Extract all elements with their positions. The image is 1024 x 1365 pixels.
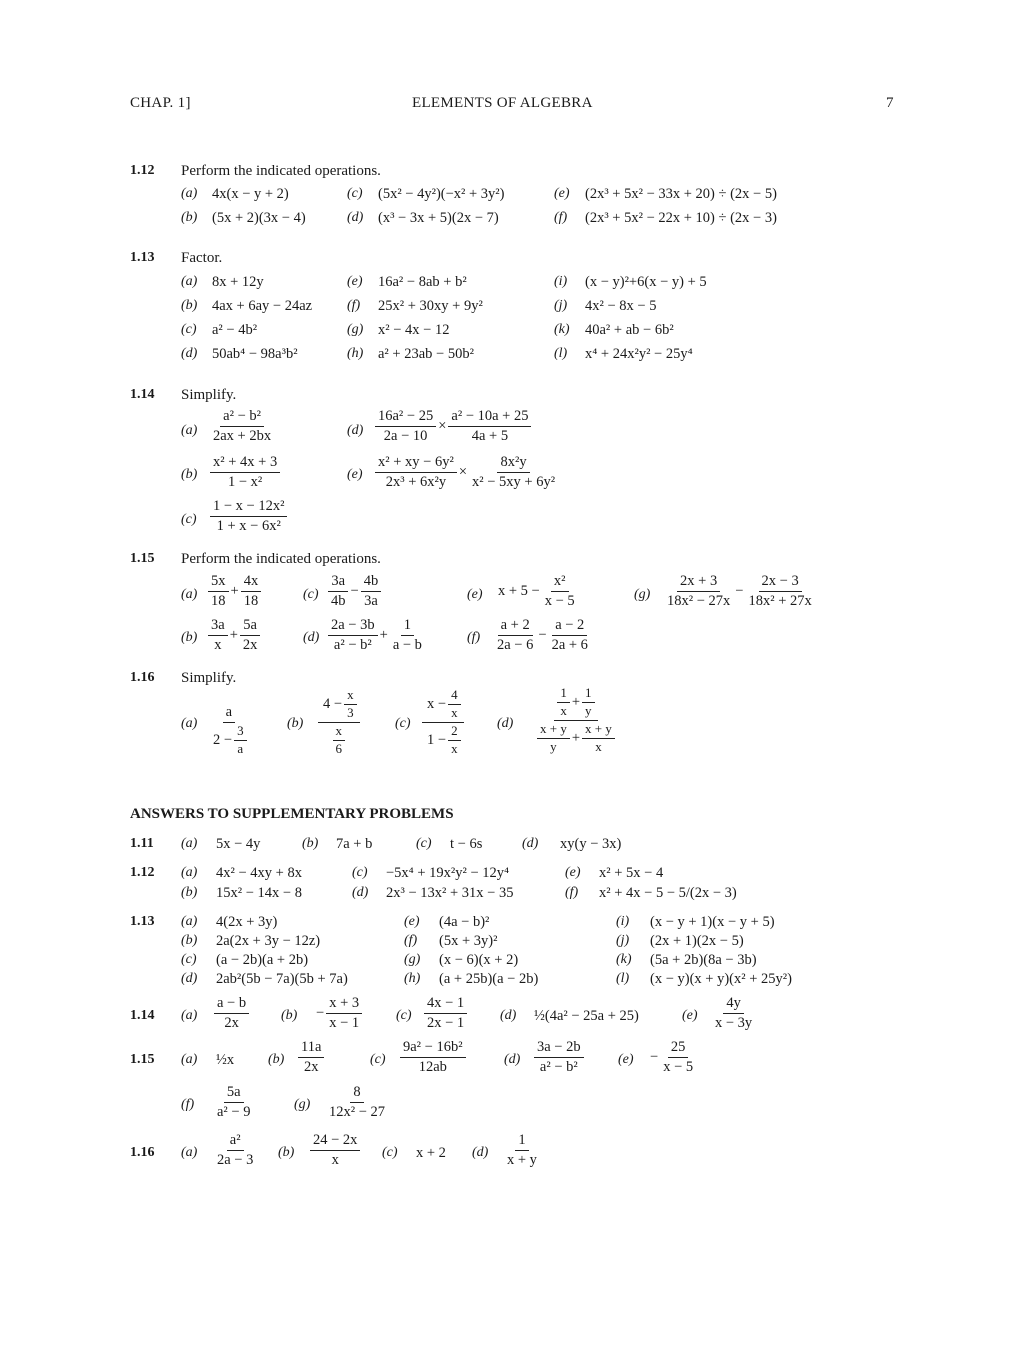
answer-fraction xyxy=(310,1132,360,1168)
answer-fraction xyxy=(400,1039,466,1075)
part-label: (b) xyxy=(181,298,198,313)
numerator xyxy=(422,688,464,723)
denominator: 18 xyxy=(211,592,226,609)
part-label: (c) xyxy=(303,587,319,602)
part-label: (f) xyxy=(404,933,418,948)
chapter-label: CHAP. 1] xyxy=(130,95,191,111)
part-label: (b) xyxy=(181,630,198,645)
part-label: (b) xyxy=(181,933,198,948)
numerator: 1 xyxy=(557,686,570,703)
answer-expression: ½x xyxy=(216,1052,235,1068)
numerator: 2x + 3 xyxy=(677,573,720,592)
denominator: x − 5 xyxy=(544,592,575,609)
denominator: 6 xyxy=(335,740,343,756)
answer-number: 1.16 xyxy=(130,1145,155,1160)
numerator xyxy=(318,688,360,723)
expression: (2x³ + 5x² − 33x + 20) ÷ (2x − 5) xyxy=(585,186,777,202)
answer-expression: 4x² − 4xy + 8x xyxy=(216,865,302,881)
denominator: a xyxy=(237,740,244,756)
part-label: (l) xyxy=(616,971,630,986)
part-label: (c) xyxy=(347,186,363,201)
numerator: 1 xyxy=(401,617,414,636)
answer-fraction xyxy=(214,1132,256,1168)
part-label: (a) xyxy=(181,186,198,201)
problem-number: 1.16 xyxy=(130,670,155,685)
fraction-expression xyxy=(328,617,425,653)
fraction-expression xyxy=(664,573,815,609)
expression: 4ax + 6ay − 24az xyxy=(212,298,313,314)
part-label: (c) xyxy=(352,865,368,880)
numerator: 4b xyxy=(361,573,382,592)
numerator: x xyxy=(344,688,357,705)
part-label: (e) xyxy=(347,274,363,289)
part-label: (g) xyxy=(347,322,364,337)
expression: 8x + 12y xyxy=(212,274,264,290)
expression: (5x + 2)(3x − 4) xyxy=(212,210,306,226)
answer-fraction xyxy=(214,1084,253,1120)
part-label: (e) xyxy=(682,1008,698,1023)
part-label: (d) xyxy=(181,971,198,986)
answer-expression: (2x + 1)(2x − 5) xyxy=(650,933,744,949)
prefix-term: x − xyxy=(427,696,447,713)
answer-fraction xyxy=(298,1039,324,1075)
part-label: (a) xyxy=(181,914,198,929)
answer-expression: −5x⁴ + 19x²y² − 12y⁴ xyxy=(386,865,510,881)
denominator: x xyxy=(451,704,458,720)
part-label: (b) xyxy=(287,716,304,731)
problem-instruction: Perform the indicated operations. xyxy=(181,551,381,567)
answer-number: 1.13 xyxy=(130,914,155,929)
part-label: (i) xyxy=(616,914,630,929)
denominator: x − 3y xyxy=(715,1014,753,1031)
part-label: (f) xyxy=(565,885,579,900)
operator: − xyxy=(538,626,547,643)
expression: 4x(x − y + 2) xyxy=(212,186,289,202)
complex-fraction xyxy=(422,688,464,757)
denominator: 2a − 3 xyxy=(217,1151,254,1168)
expression: x² − 4x − 12 xyxy=(378,322,450,338)
denominator: 2a − 6 xyxy=(497,636,534,653)
answer-expression: (5a + 2b)(8a − 3b) xyxy=(650,952,757,968)
answer-fraction xyxy=(214,995,249,1031)
part-label: (a) xyxy=(181,865,198,880)
denominator: 2x xyxy=(242,636,258,653)
denominator: x xyxy=(595,738,602,754)
expression: (2x³ + 5x² − 22x + 10) ÷ (2x − 3) xyxy=(585,210,777,226)
denominator: 3 xyxy=(347,704,354,720)
denominator: 2x xyxy=(303,1058,319,1075)
numerator: x xyxy=(333,724,346,741)
fraction-expression xyxy=(210,454,280,490)
part-label: (l) xyxy=(554,346,568,361)
problem-number: 1.13 xyxy=(130,250,155,265)
numerator xyxy=(554,686,597,721)
expression: 25x² + 30xy + 9y² xyxy=(378,298,483,314)
numerator: 25 xyxy=(668,1039,689,1058)
prefix-term: 4 − xyxy=(323,696,343,713)
part-label: (c) xyxy=(370,1052,386,1067)
answer-fraction xyxy=(712,995,755,1031)
complex-fraction xyxy=(534,686,618,755)
answer-number: 1.15 xyxy=(130,1052,155,1067)
numerator: 11a xyxy=(298,1039,324,1058)
answer-expression: x² + 5x − 4 xyxy=(599,865,664,881)
expression: 40a² + ab − 6b² xyxy=(585,322,674,338)
denominator xyxy=(422,723,464,757)
part-label: (e) xyxy=(404,914,420,929)
expression: (x³ − 3x + 5)(2x − 7) xyxy=(378,210,499,226)
expression: (x − y)²+6(x − y) + 5 xyxy=(585,274,707,290)
times-sign: × xyxy=(438,417,447,434)
answer-expression: t − 6s xyxy=(450,836,483,852)
part-label: (c) xyxy=(181,512,197,527)
denominator: a − b xyxy=(392,636,422,653)
answer-expression: (x − y + 1)(x − y + 5) xyxy=(650,914,775,930)
expression: 16a² − 8ab + b² xyxy=(378,274,467,290)
numerator: x + 3 xyxy=(326,995,362,1014)
prefix-term: x + 5 − xyxy=(498,582,540,599)
part-label: (j) xyxy=(616,933,630,948)
numerator: a − b xyxy=(214,995,249,1014)
answer-expression: 5x − 4y xyxy=(216,836,261,852)
numerator: 3a − 2b xyxy=(534,1039,584,1058)
denominator: 18 xyxy=(243,592,259,609)
part-label: (a) xyxy=(181,716,198,731)
numerator: 2a − 3b xyxy=(328,617,378,636)
answer-expression: xy(y − 3x) xyxy=(560,836,622,852)
fraction-expression xyxy=(210,408,274,444)
denominator: a² − b² xyxy=(333,636,372,653)
numerator: x + y xyxy=(537,722,570,739)
denominator: 18x² + 27x xyxy=(748,592,812,609)
operator: − xyxy=(350,582,359,599)
denominator: 18x² − 27x xyxy=(667,592,731,609)
part-label: (c) xyxy=(396,1008,412,1023)
denominator: x + y xyxy=(507,1151,537,1168)
numerator: a² xyxy=(227,1132,244,1151)
numerator: a² − b² xyxy=(220,408,264,427)
minus-sign: − xyxy=(316,1004,325,1021)
numerator: a² − 10a + 25 xyxy=(448,408,531,427)
part-label: (b) xyxy=(278,1145,295,1160)
denominator: y xyxy=(585,702,592,718)
denominator: 2ax + 2bx xyxy=(213,427,272,444)
denominator xyxy=(208,723,250,757)
numerator: x² xyxy=(551,573,569,592)
denominator: 2x xyxy=(224,1014,239,1031)
fraction-expression xyxy=(496,573,578,609)
part-label: (g) xyxy=(634,587,651,602)
numerator: 3a xyxy=(328,573,348,592)
denominator: 1 + x − 6x² xyxy=(216,517,281,534)
part-label: (e) xyxy=(554,186,570,201)
denominator: x xyxy=(560,702,567,718)
part-label: (e) xyxy=(565,865,581,880)
fraction-expression xyxy=(210,498,287,534)
part-label: (e) xyxy=(467,587,483,602)
denominator: 2a + 6 xyxy=(551,636,588,653)
answer-number: 1.12 xyxy=(130,865,155,880)
part-label: (b) xyxy=(268,1052,285,1067)
answer-expression: 2ab²(5b − 7a)(5b + 7a) xyxy=(216,971,348,987)
numerator: 5x xyxy=(208,573,229,592)
part-label: (c) xyxy=(181,322,197,337)
part-label: (c) xyxy=(181,952,197,967)
answer-expression: 15x² − 14x − 8 xyxy=(216,885,302,901)
numerator: 4x − 1 xyxy=(424,995,467,1014)
answer-number: 1.11 xyxy=(130,836,154,851)
part-label: (g) xyxy=(404,952,421,967)
denominator: 4b xyxy=(331,592,346,609)
fraction-expression xyxy=(375,454,558,490)
part-label: (b) xyxy=(281,1008,298,1023)
part-label: (d) xyxy=(522,836,539,851)
answer-expression: 2a(2x + 3y − 12z) xyxy=(216,933,321,949)
denominator: 2x³ + 6x²y xyxy=(385,473,447,490)
denominator: a² − b² xyxy=(539,1058,578,1075)
part-label: (d) xyxy=(347,423,364,438)
expression: a² − 4b² xyxy=(212,322,258,338)
part-label: (a) xyxy=(181,1008,198,1023)
part-label: (f) xyxy=(554,210,568,225)
operator: + xyxy=(230,582,239,599)
numerator: a xyxy=(223,704,235,723)
denominator: x − 5 xyxy=(663,1058,694,1075)
answer-expression: (x − 6)(x + 2) xyxy=(439,952,519,968)
denominator: x² − 5xy + 6y² xyxy=(472,473,556,490)
part-label: (k) xyxy=(616,952,632,967)
plus-sign: + xyxy=(571,729,581,746)
numerator: 3a xyxy=(208,617,228,636)
expression: 50ab⁴ − 98a³b² xyxy=(212,346,298,362)
denominator: 2x − 1 xyxy=(427,1014,465,1031)
part-label: (c) xyxy=(416,836,432,851)
answer-fraction xyxy=(424,995,467,1031)
numerator: 4y xyxy=(723,995,744,1014)
part-label: (g) xyxy=(294,1097,311,1112)
numerator: 5a xyxy=(240,617,260,636)
part-label: (d) xyxy=(303,630,320,645)
numerator: 5a xyxy=(224,1084,244,1103)
denominator: x xyxy=(451,740,458,756)
part-label: (d) xyxy=(472,1145,489,1160)
numerator: 1 xyxy=(515,1132,528,1151)
denominator: 12ab xyxy=(418,1058,447,1075)
denominator: x xyxy=(331,1151,339,1168)
part-label: (b) xyxy=(302,836,319,851)
answer-fraction xyxy=(534,1039,584,1075)
problem-instruction: Simplify. xyxy=(181,670,237,686)
part-label: (d) xyxy=(504,1052,521,1067)
part-label: (f) xyxy=(467,630,481,645)
denominator xyxy=(330,723,349,757)
denominator: x xyxy=(214,636,222,653)
complex-fraction xyxy=(318,688,360,757)
denominator: y xyxy=(550,738,557,754)
operator: + xyxy=(379,626,388,643)
answer-fraction xyxy=(504,1132,540,1168)
denominator: 3a xyxy=(364,592,378,609)
answer-fraction xyxy=(326,1084,388,1120)
denominator xyxy=(534,721,618,755)
answer-expression: (4a − b)² xyxy=(439,914,490,930)
answer-expression: 2x³ − 13x² + 31x − 35 xyxy=(386,885,514,901)
part-label: (d) xyxy=(347,210,364,225)
part-label: (h) xyxy=(347,346,364,361)
expression: (5x² − 4y²)(−x² + 3y²) xyxy=(378,186,505,202)
part-label: (b) xyxy=(181,885,198,900)
numerator: 1 − x − 12x² xyxy=(210,498,287,517)
answer-fraction xyxy=(648,1039,696,1075)
part-label: (c) xyxy=(395,716,411,731)
denominator: 4a + 5 xyxy=(471,427,509,444)
numerator: 4x xyxy=(241,573,262,592)
fraction-expression xyxy=(208,617,260,653)
answer-expression: (a + 25b)(a − 2b) xyxy=(439,971,539,987)
part-label: (d) xyxy=(352,885,369,900)
part-label: (d) xyxy=(181,346,198,361)
denominator: a² − 9 xyxy=(217,1103,251,1120)
fraction-expression xyxy=(494,617,591,653)
part-label: (a) xyxy=(181,587,198,602)
part-label: (e) xyxy=(347,467,363,482)
part-label: (k) xyxy=(554,322,570,337)
part-label: (d) xyxy=(497,716,514,731)
part-label: (i) xyxy=(554,274,568,289)
numerator: 4 xyxy=(448,688,461,705)
denominator: 12x² − 27 xyxy=(329,1103,386,1120)
numerator: 2 xyxy=(448,724,461,741)
part-label: (f) xyxy=(347,298,361,313)
part-label: (a) xyxy=(181,274,198,289)
answer-expression: x² + 4x − 5 − 5/(2x − 3) xyxy=(599,885,737,901)
prefix-term: 2 − xyxy=(213,731,233,748)
part-label: (c) xyxy=(382,1145,398,1160)
denominator: x − 1 xyxy=(329,1014,360,1031)
page-number: 7 xyxy=(886,95,894,111)
problem-number: 1.12 xyxy=(130,163,155,178)
expression: 4x² − 8x − 5 xyxy=(585,298,657,314)
running-title: ELEMENTS OF ALGEBRA xyxy=(412,95,593,111)
part-label: (a) xyxy=(181,423,198,438)
part-label: (f) xyxy=(181,1097,195,1112)
problem-instruction: Perform the indicated operations. xyxy=(181,163,381,179)
part-label: (a) xyxy=(181,1145,198,1160)
answer-expression: (x − y)(x + y)(x² + 25y²) xyxy=(650,971,792,987)
part-label: (j) xyxy=(554,298,568,313)
numerator: x² + xy − 6y² xyxy=(375,454,457,473)
numerator: 1 xyxy=(582,686,595,703)
problem-instruction: Simplify. xyxy=(181,387,237,403)
part-label: (h) xyxy=(404,971,421,986)
numerator: 24 − 2x xyxy=(310,1132,360,1151)
numerator: 8 xyxy=(350,1084,363,1103)
numerator: x² + 4x + 3 xyxy=(210,454,280,473)
prefix-term: 1 − xyxy=(427,731,447,748)
minus-sign: − xyxy=(650,1048,659,1065)
fraction-expression xyxy=(208,573,261,609)
answer-expression: ½(4a² − 25a + 25) xyxy=(534,1008,639,1024)
part-label: (b) xyxy=(181,210,198,225)
numerator: 8x²y xyxy=(497,454,529,473)
operator: + xyxy=(229,626,238,643)
expression: x⁴ + 24x²y² − 25y⁴ xyxy=(585,346,693,362)
part-label: (a) xyxy=(181,836,198,851)
answer-fraction xyxy=(314,995,362,1031)
answer-expression: 7a + b xyxy=(336,836,373,852)
operator: − xyxy=(735,582,744,599)
answer-expression: (a − 2b)(a + 2b) xyxy=(216,952,309,968)
numerator: 2x − 3 xyxy=(759,573,802,592)
times-sign: × xyxy=(458,463,467,480)
fraction-expression xyxy=(375,408,531,444)
numerator: 3 xyxy=(234,724,247,741)
denominator: 2a − 10 xyxy=(383,427,428,444)
answer-expression: (5x + 3y)² xyxy=(439,933,498,949)
answer-number: 1.14 xyxy=(130,1008,155,1023)
part-label: (d) xyxy=(500,1008,517,1023)
numerator: a − 2 xyxy=(552,617,587,636)
plus-sign: + xyxy=(571,694,581,711)
numerator: 9a² − 16b² xyxy=(400,1039,466,1058)
numerator: 16a² − 25 xyxy=(375,408,436,427)
numerator: a + 2 xyxy=(498,617,533,636)
problem-number: 1.14 xyxy=(130,387,155,402)
expression: a² + 23ab − 50b² xyxy=(378,346,474,362)
part-label: (b) xyxy=(181,467,198,482)
problem-number: 1.15 xyxy=(130,551,155,566)
section-heading: ANSWERS TO SUPPLEMENTARY PROBLEMS xyxy=(130,806,454,822)
problem-instruction: Factor. xyxy=(181,250,223,266)
answer-expression: 4(2x + 3y) xyxy=(216,914,278,930)
answer-expression: x + 2 xyxy=(416,1145,446,1161)
part-label: (a) xyxy=(181,1052,198,1067)
complex-fraction xyxy=(208,704,250,757)
fraction-expression xyxy=(328,573,381,609)
part-label: (e) xyxy=(618,1052,634,1067)
numerator: x + y xyxy=(582,722,615,739)
denominator: 1 − x² xyxy=(227,473,263,490)
